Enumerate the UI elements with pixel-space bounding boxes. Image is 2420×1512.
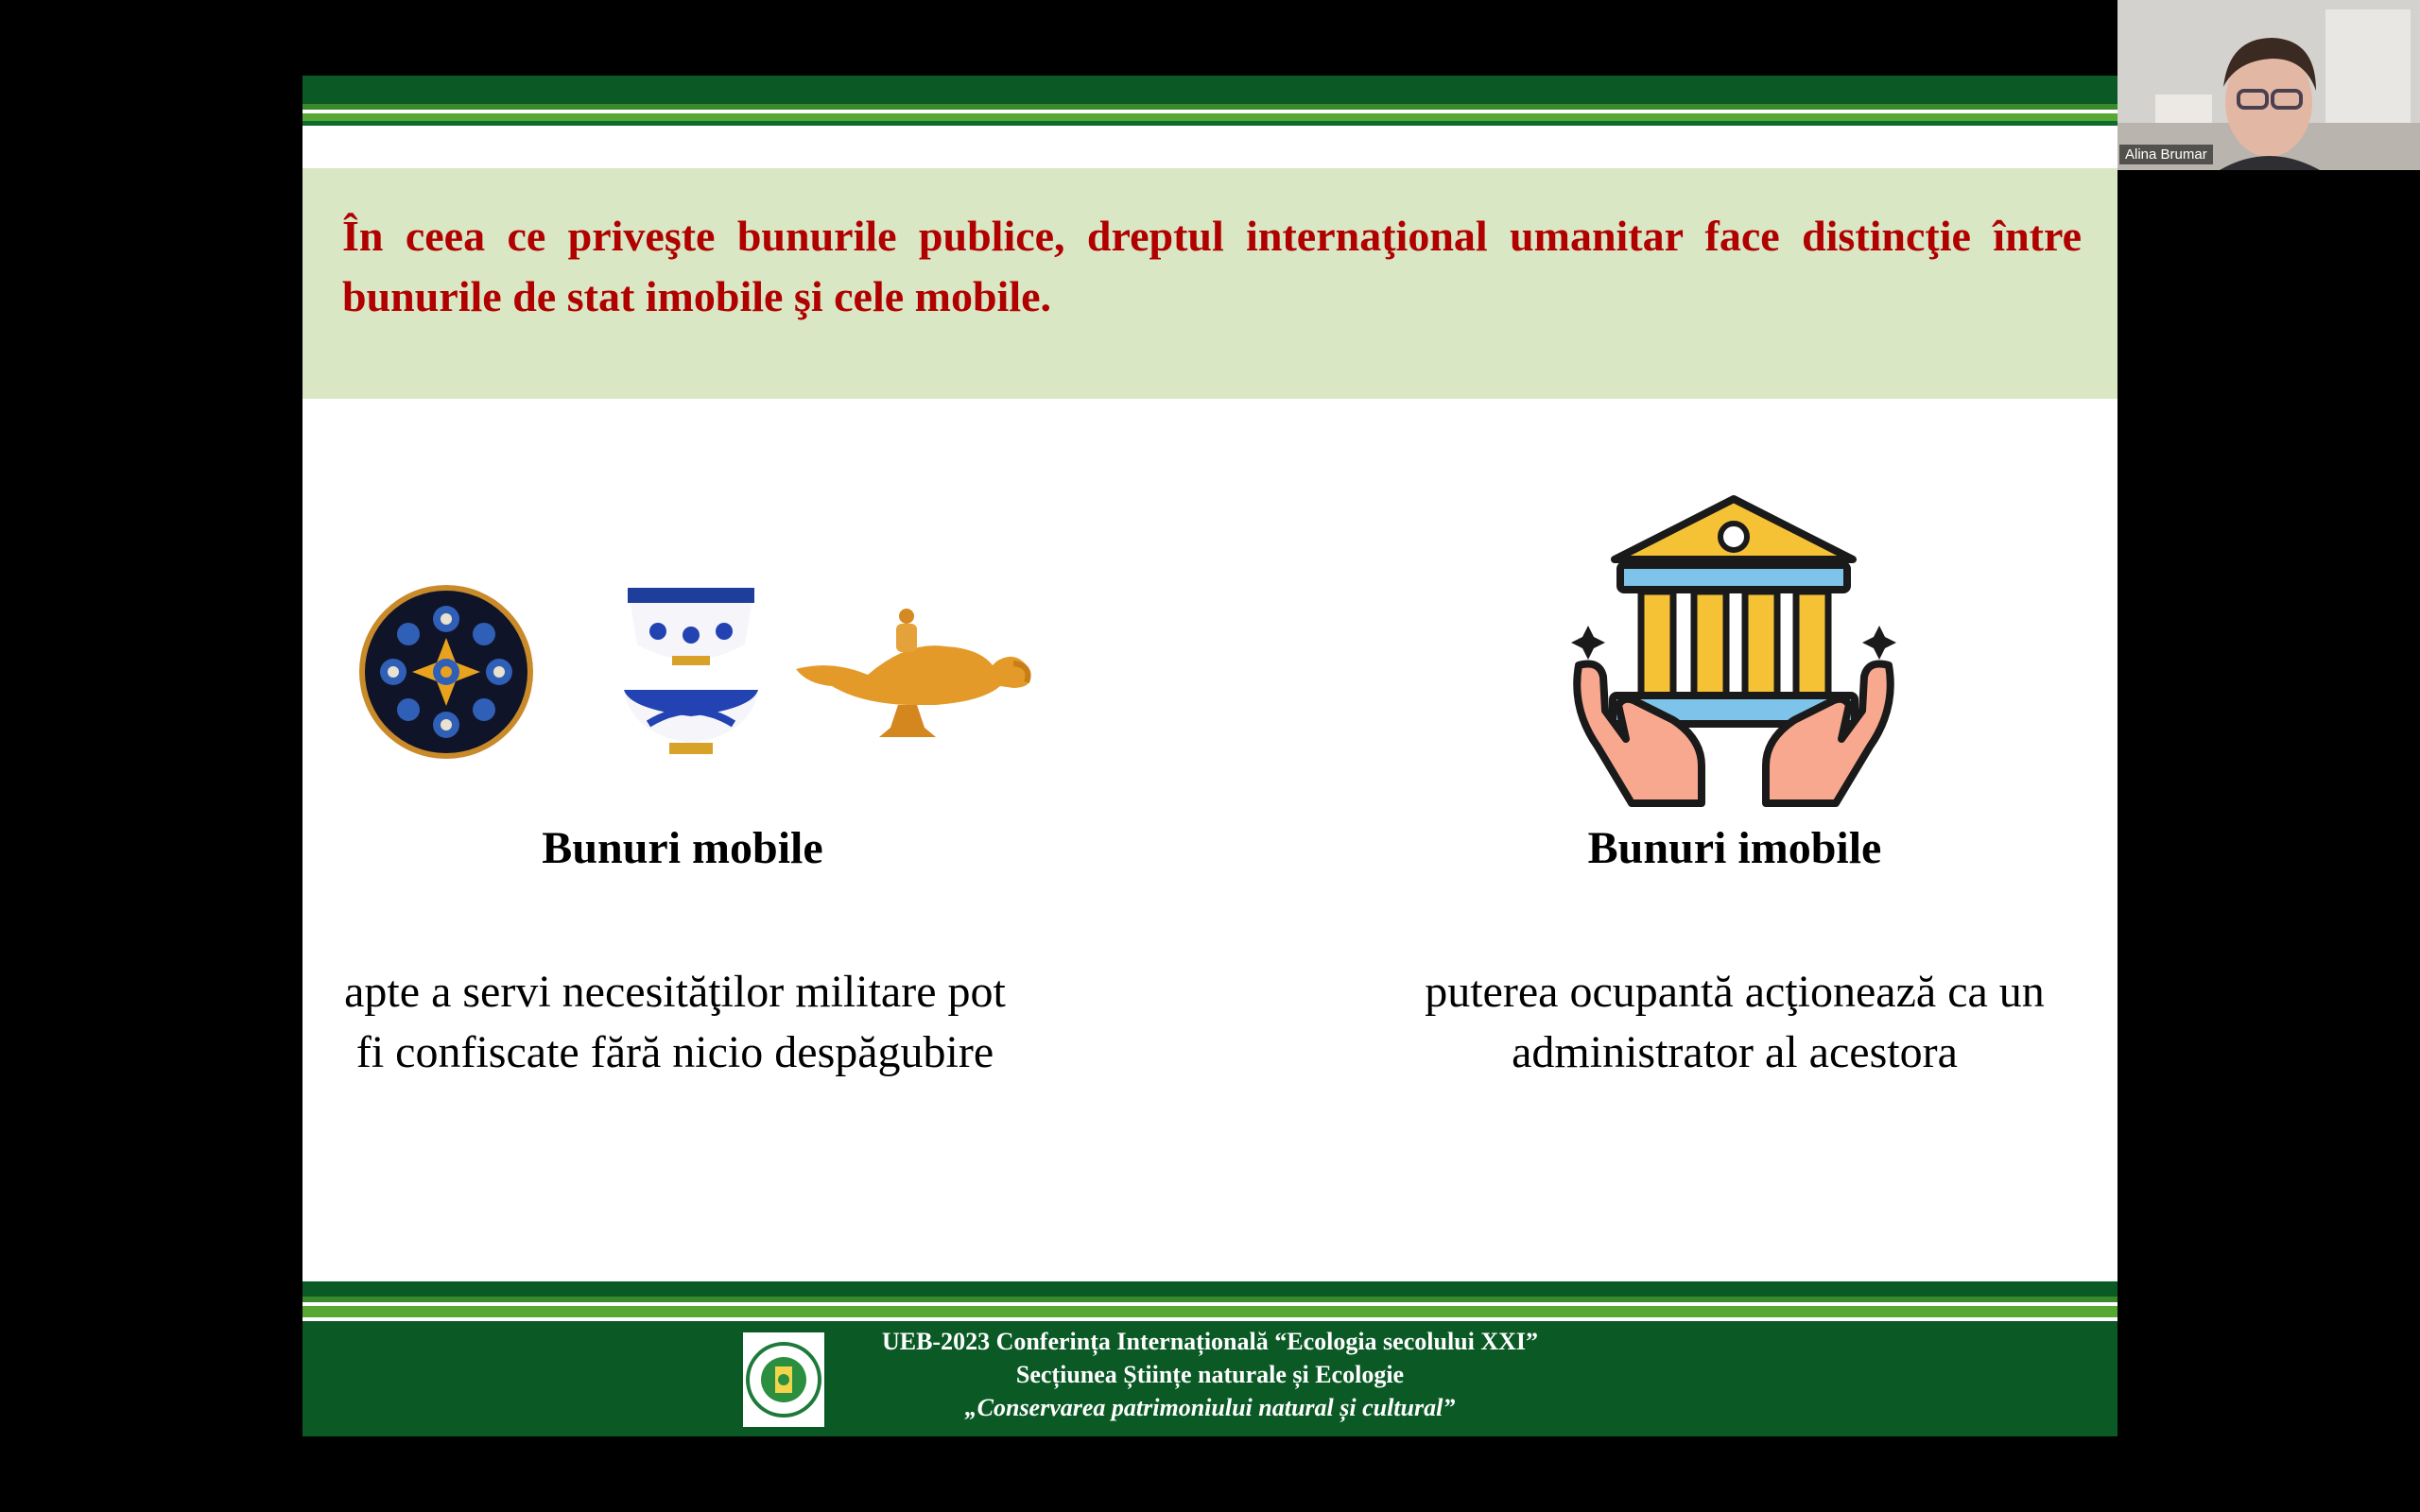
header-band [302,168,2118,399]
description-bunuri-imobile: puterea ocupantă acţionează ca un administrator al acestora [1425,967,2045,1077]
footer-section: Secțiunea Științe naturale și Ecologie [1015,1361,1405,1388]
participant-video-thumbnail[interactable] [2118,0,2420,170]
oil-lamp-icon [794,605,1042,747]
participant-name-label: Alina Brumar [2119,145,2213,164]
footer-theme: „Conservarea patrimoniului natural și cultural” [964,1394,1456,1421]
footer-conference: UEB-2023 Conferința Internațională “Ecologia secolului XXI” [881,1328,1539,1355]
decorative-plate-icon [355,581,537,763]
presentation-slide [302,76,2118,1436]
top-stripe-band [302,76,2118,168]
description-bunuri-mobile: apte a servi necesităţilor militare pot fi confiscate fără nicio despăgubire [344,967,1006,1077]
footer-text [832,1325,1588,1424]
header-text: În ceea ce priveşte bunurile publice, dreptul internaţional umanitar face distincţie între bunurile de stat imobile şi cele mobile. [342,212,2082,320]
porcelain-bowls-icon [620,584,762,760]
university-logo [743,1332,824,1427]
caption-bunuri-mobile: Bunuri mobile [542,823,823,873]
building-in-hands-icon [1569,491,1900,813]
caption-bunuri-imobile: Bunuri imobile [1587,823,1882,873]
